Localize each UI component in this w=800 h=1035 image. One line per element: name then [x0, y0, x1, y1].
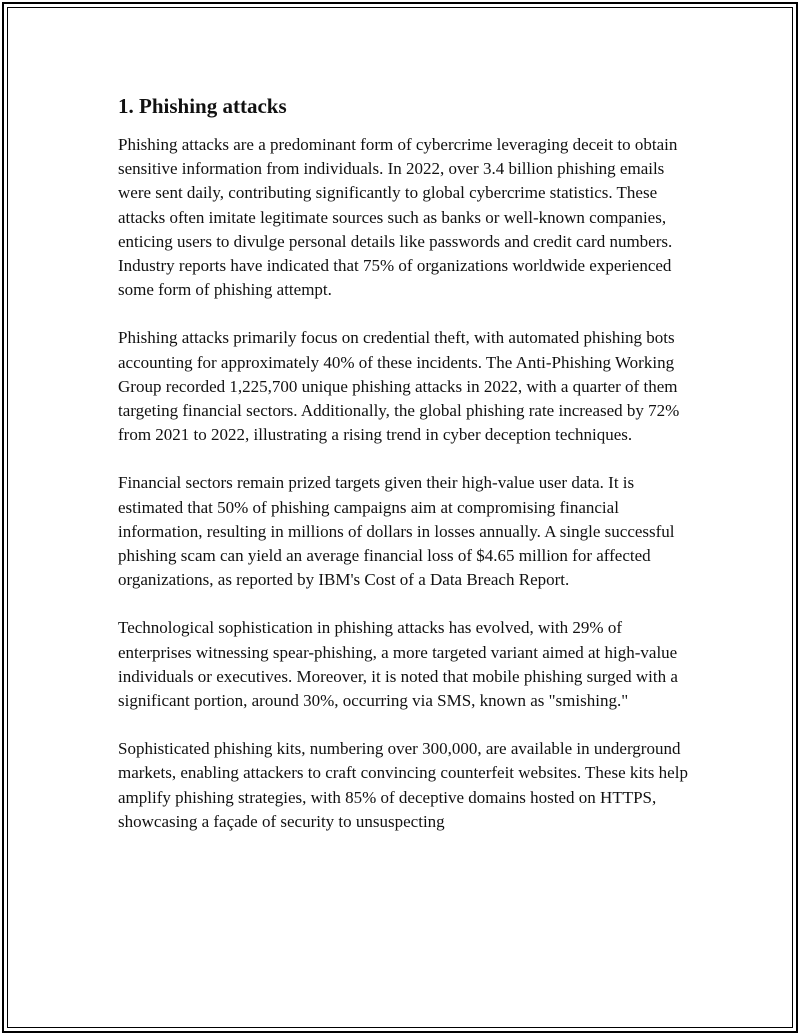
paragraph-5: Sophisticated phishing kits, numbering over 300,000, are available in underground markets, enabling attackers to craft convincing counterfeit websites. These kits help amplify phishing strategies, with 85% of deceptive domains hosted on HTTPS, showcasing a façade of security to unsuspecting — [118, 739, 688, 831]
section-heading: 1. Phishing attacks — [118, 94, 287, 118]
paragraph-1: Phishing attacks are a predominant form of cybercrime leveraging deceit to obtain sensitive information from individuals. In 2022, over 3.4 billion phishing emails were sent daily, contributing significantly to global cybercrime statistics. These attacks often imitate legitimate sources such as banks or well-known companies, enticing users to divulge personal details like passwords and credit card numbers. Industry reports have indicated that 75% of organizations worldwide experienced some form of phishing attempt. — [118, 135, 678, 300]
paragraph-3: Financial sectors remain prized targets given their high-value user data. It is estimated that 50% of phishing campaigns aim at compromising financial information, resulting in millions of dollars in losses annually. A single successful phishing scam can yield an average financial loss of $4.65 million for affected organizations, as reported by IBM's Cost of a Data Breach Report. — [118, 473, 675, 590]
paragraph-4: Technological sophistication in phishing attacks has evolved, with 29% of enterprises witnessing spear-phishing, a more targeted variant aimed at high-value individuals or executives. Moreover, it is noted that mobile phishing surged with a significant portion, around 30%, occurring via SMS, known as "smishing." — [118, 618, 678, 711]
paragraph-2: Phishing attacks primarily focus on credential theft, with automated phishing bots accounting for approximately 40% of these incidents. The Anti-Phishing Working Group recorded 1,225,700 unique phishing attacks in 2022, with a quarter of them targeting financial sectors. Additionally, the global phishing rate increased by 72% from 2021 to 2022, illustrating a rising trend in cyber deception techniques. — [118, 328, 680, 445]
document-body — [118, 92, 690, 858]
